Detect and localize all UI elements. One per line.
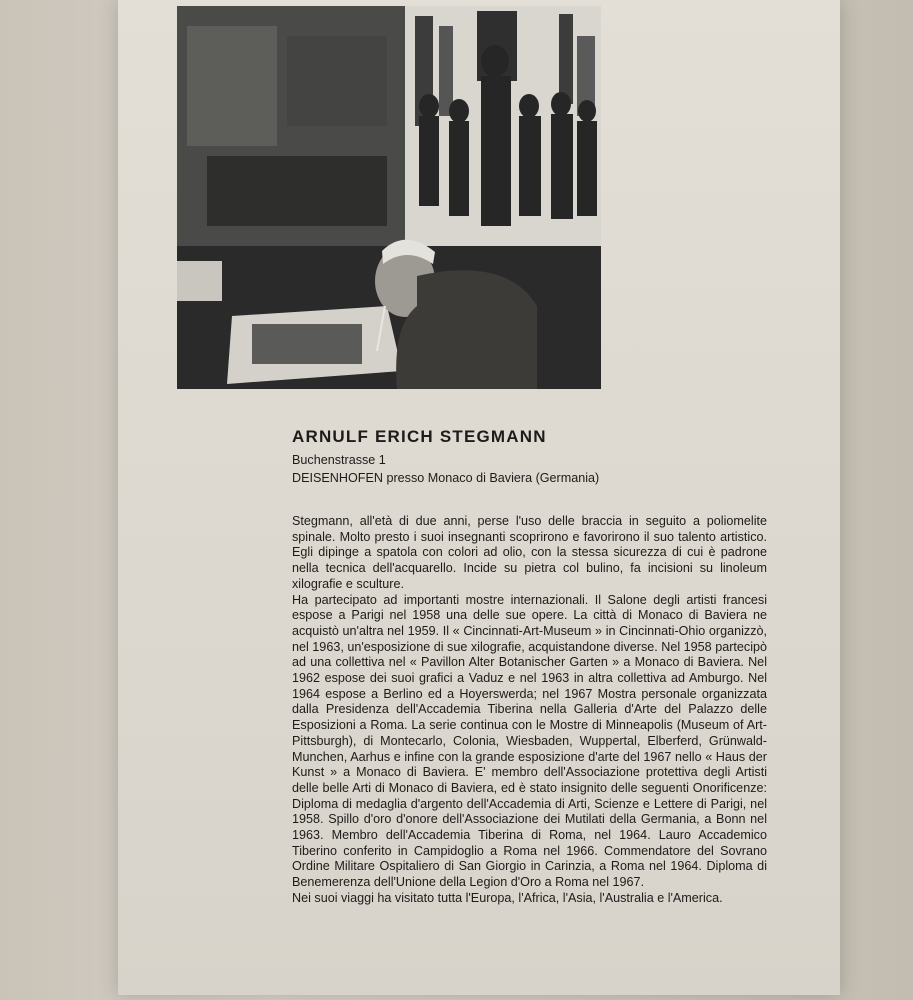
biography-paragraph: Stegmann, all'età di due anni, perse l'uso delle braccia in seguito a poliomelite spinale. Molto presto i suoi insegnanti scoprirono e favorirono il suo talento artistico. Egli dipinge a spatola con colori ad olio, con la stessa sicurezza di cui è padrone nella tecnica dell'acquarello. Incide su pietra col bulino, fa incisioni su linoleum xilografie e sculture. — [292, 514, 767, 591]
artist-photo — [177, 6, 601, 389]
photo-illustration — [177, 6, 601, 389]
city-address: DEISENHOFEN presso Monaco di Baviera (Germania) — [292, 471, 600, 485]
biography-document — [292, 426, 767, 907]
biography-paragraph: Ha partecipato ad importanti mostre internazionali. Il Salone degli artisti francesi espose a Parigi nel 1958 una delle sue opere. La città di Monaco di Baviera ne acquistò un'altra nel 1959. Il « Cincinnati-Art-Museum » in Cincinnati-Ohio organizzò, nel 1963, un'esposizione di sue xilografie, acquistandone diverse. Nel 1958 partecipò ad una collettiva nel « Pavillon Alter Botanischer Garten » a Monaco di Baviera. Nel 1962 espose dei suoi grafici a Vaduz e nel 1963 in altra collettiva ad Amburgo. Nel 1964 espose a Berlino ed a Hoyerswerda; nel 1967 Mostra personale organizzata dalla Presidenza dell'Accademia Tiberina nella Galleria d'Arte del Palazzo delle Esposizioni a Roma. La serie continua con le Mostre di Minneapolis (Museum of Art-Pittsburgh), di Montecarlo, Colonia, Wiesbaden, Wuppertal, Elberferd, Grünwald-Munchen, Aarhus e infine con la grande esposizione d'arte del 1967 nello « Haus der Kunst » a Monaco di Baviera. E' membro dell'Associazione protettiva degli Artisti delle belle Arti di Monaco di Baviera, ed è stato insignito delle seguenti Onorificenze: Diploma di medaglia d'argento dell'Accademia di Arti, Scienze e Lettere di Parigi, nel 1958. Spillo d'oro d'onore dell'Associazione dei Mutilati della Germania, a Bonn nel 1963. Membro dell'Accademia Tiberina di Roma, nel 1964. Lauro Accademico Tiberino conferito in Campidoglio a Roma nel 1966. Commendatore del Sovrano Ordine Militare Ospitaliero di San Giorgio in Carinzia, a Roma nel 1964. Diploma di Benemerenza dell'Unione della Legion d'Oro a Roma nel 1967. — [292, 592, 767, 890]
biography-paragraph: Nei suoi viaggi ha visitato tutta l'Europa, l'Africa, l'Asia, l'Australia e l'America. — [292, 890, 723, 905]
artist-name: ARNULF ERICH STEGMANN — [292, 427, 547, 446]
biography-text — [292, 514, 767, 907]
street-address: Buchenstrasse 1 — [292, 453, 386, 467]
